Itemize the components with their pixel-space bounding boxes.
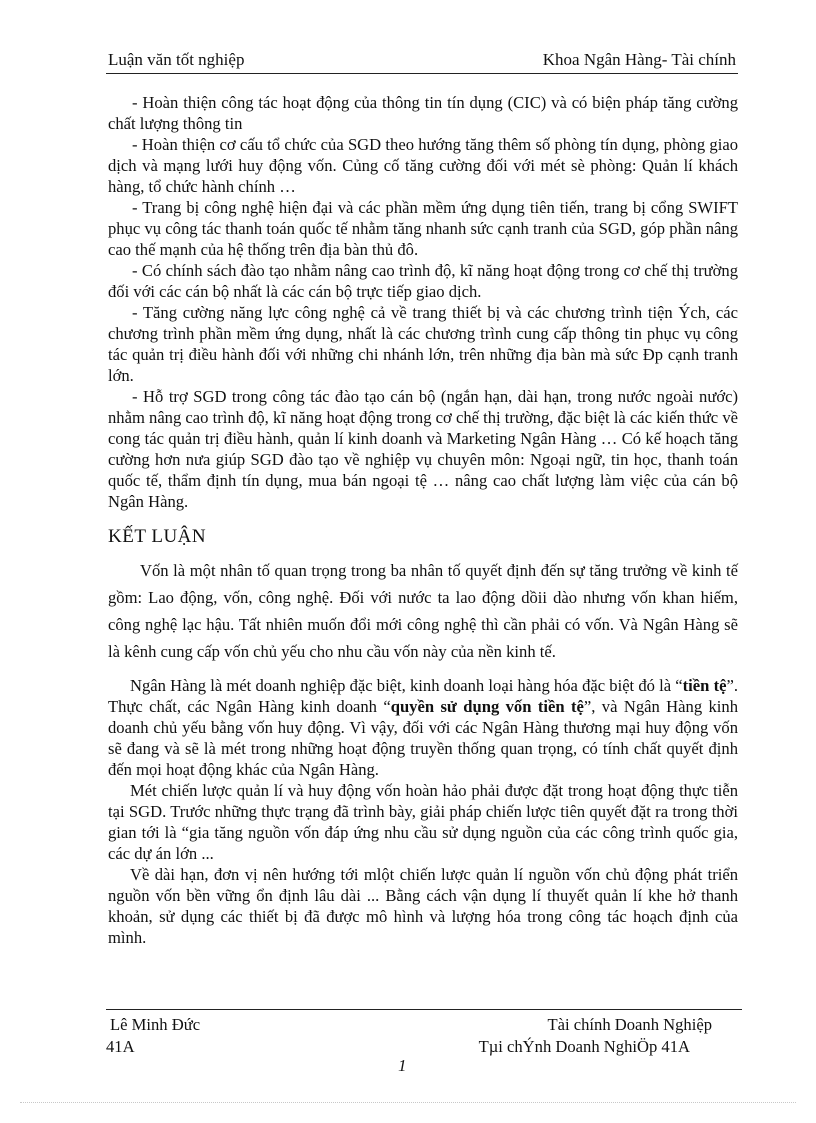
footer-department-legacy: Tµi chÝnh Doanh NghiÖp 41A xyxy=(478,1037,690,1056)
bullet-paragraph: - Có chính sách đào tạo nhằm nâng cao trình độ, kĩ năng hoạt động trong cơ chế thị trường đối với các cán bộ nhất là các cán bộ trực tiếp giao dịch. xyxy=(108,261,738,301)
footer-department: Tài chính Doanh Nghiệp xyxy=(547,1015,712,1034)
bullet-paragraph: - Hỗ trợ SGD trong công tác đào tạo cán bộ (ngắn hạn, dài hạn, trong nước ngoài nước) nhằm nâng cao trình độ, kĩ năng hoạt động trong cơ chế thị trường, đặc biệt là các kiến thức về cong tác quản trị điều hành, quản lí kinh doanh và Marketing Ngân Hàng … Có kế hoạch tăng cường hơn nưa giúp SGD đào tạo về nghiệp vụ chuyên môn: Ngoại ngữ, tin học, thanh toán quốc tế, thẩm định tín dụng, mua bán ngoại tệ … nâng cao chất lượng làm việc của cán bộ Ngân Hàng. xyxy=(108,387,738,511)
conclusion-paragraph xyxy=(108,675,738,780)
page-number: 1 xyxy=(398,1056,407,1075)
footer-author-name: Lê Minh Đức xyxy=(110,1015,201,1034)
page-bottom-edge xyxy=(20,1102,796,1103)
bullet-paragraph: - Tăng cường năng lực công nghệ cả về trang thiết bị và các chương trình tiện Ých, các chương trình phần mềm ứng dụng, nhất là các chương trình cung cấp thông tin phục vụ công tác quản trị điều hành đối với những chi nhánh lớn, trên những địa bàn mà sức Ðp cạnh tranh lớn. xyxy=(108,303,738,385)
bullet-paragraph: - Hoàn thiện cơ cấu tổ chức của SGD theo hướng tăng thêm số phòng tín dụng, phòng giao dịch và mạng lưới huy động vốn. Củng cố tăng cường đối với mét sè phòng: Quản lí khách hàng, tổ chức hành chính … xyxy=(108,135,738,196)
page-content xyxy=(108,92,738,948)
bullet-paragraph: - Trang bị công nghệ hiện đại và các phần mềm ứng dụng tiên tiến, trang bị cổng SWIFT phục vụ công tác thanh toán quốc tế nhằm tăng nhanh sức cạnh tranh của SGD, góp phần nâng cao thế mạnh của hệ thống trên địa bàn thủ đô. xyxy=(108,198,738,259)
conclusion-heading: KẾT LUẬN xyxy=(108,526,207,547)
text-run: ”, và Ngân Hàng kinh doanh chủ yếu bằng vốn huy động. Vì vậy, đối với các Ngân Hàng thương mại huy động vốn sẽ đang và sẽ là mét trong những hoạt động truyền thống quan trọng, có tính chất quyết định đến mọi hoạt động khác của Ngân Hàng. xyxy=(108,697,739,779)
text-run: Ngân Hàng là mét doanh nghiệp đặc biệt, kinh doanh loại hàng hóa đặc biệt đó là “ xyxy=(130,676,683,695)
conclusion-paragraph: Về dài hạn, đơn vị nên hướng tới mlột chiến lược quản lí nguồn vốn chủ động phát triển nguồn vốn bền vững ổn định lâu dài ... Bằng cách vận dụng lí thuyết quản lí khe hở thanh khoản, sử dụng các thiết bị đã được mô hình và lượng hóa trong công tác hoạch định của mình. xyxy=(108,865,738,947)
header-faculty-label: Khoa Ngân Hàng- Tài chính xyxy=(542,50,736,69)
text-run: ”. Thực chất, các Ngân Hàng kinh doanh “ xyxy=(108,676,738,716)
header-thesis-label: Luận văn tốt nghiệp xyxy=(108,50,245,69)
page-header xyxy=(106,49,738,74)
footer-divider xyxy=(106,1009,742,1010)
bold-term-currency: tiền tệ xyxy=(682,676,727,695)
bold-term-usage-rights: quyền sử dụng vốn tiền tệ xyxy=(390,697,584,716)
conclusion-paragraph: Mét chiến lược quản lí và huy động vốn hoàn hảo phải được đặt trong hoạt động thực tiễn tại SGD. Trước những thực trạng đã trình bày, giải pháp chiến lược tiên quyết đặt ra trong thời gian tới là “gia tăng nguồn vốn đáp ứng nhu cầu sử dụng nguồn của các công trình quốc gia, các dự án lớn ... xyxy=(108,781,738,863)
footer-author-class: 41A xyxy=(106,1037,135,1056)
conclusion-paragraph: Vốn là một nhân tố quan trọng trong ba nhân tố quyết định đến sự tăng trưởng về kinh tế gồm: Lao động, vốn, công nghệ. Đối với nước ta lao động dồii dào nhưng vốn khan hiếm, công nghệ lạc hậu. Tất nhiên muốn đổi mới công nghệ thì cần phải có vốn. Và Ngân Hàng sẽ là kênh cung cấp vốn chủ yếu cho nhu cầu vốn này của nền kinh tế. xyxy=(108,561,738,661)
bullet-paragraph: - Hoàn thiện công tác hoạt động của thông tin tín dụng (CIC) và có biện pháp tăng cường chất lượng thông tin xyxy=(108,93,738,133)
